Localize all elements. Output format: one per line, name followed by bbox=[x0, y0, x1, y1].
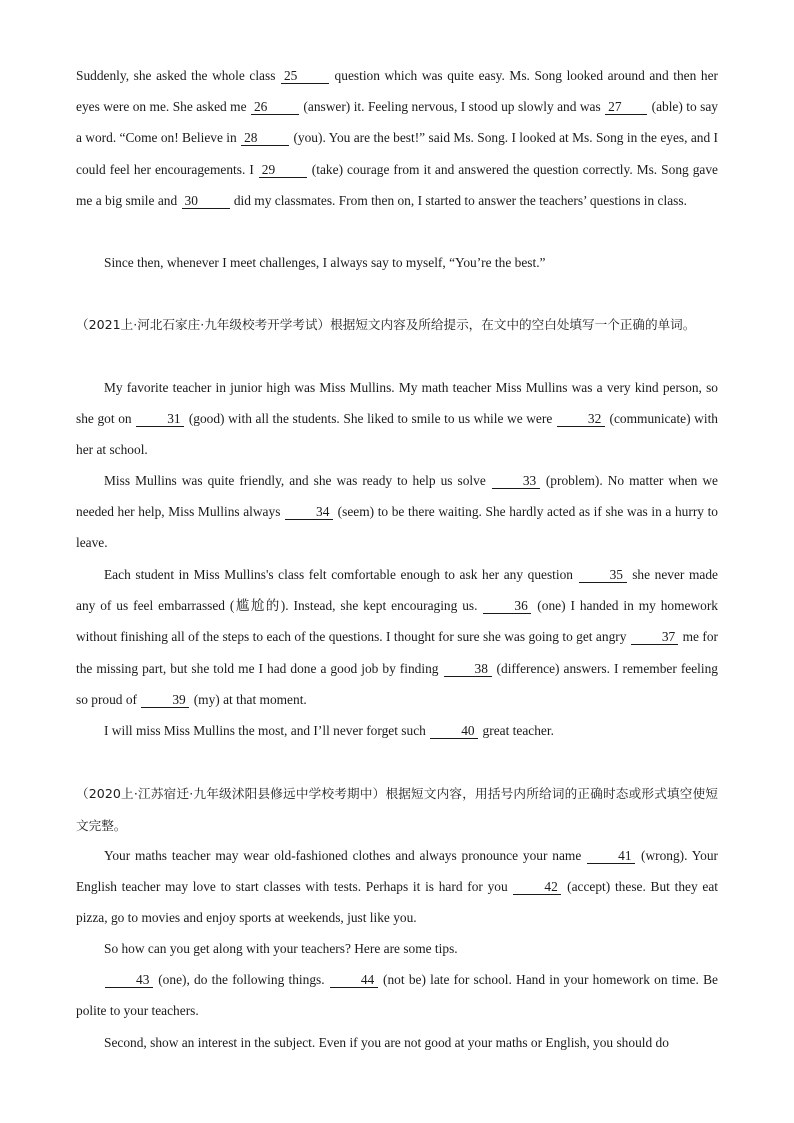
text: (answer) it. Feeling nervous, I stood up slowly and was bbox=[299, 99, 605, 115]
blank-40[interactable]: 40 bbox=[430, 724, 478, 739]
text: Miss Mullins was quite friendly, and she was ready to help us solve bbox=[104, 473, 491, 488]
text: (wrong). Your English teacher may love to start classes with tests. Perhaps it is hard for you bbox=[76, 848, 718, 895]
section2-paragraph-1 bbox=[76, 372, 718, 466]
text: (communicate) with her at school. bbox=[76, 411, 718, 458]
blank-39[interactable]: 39 bbox=[141, 693, 189, 708]
section3-paragraph-3 bbox=[76, 964, 718, 1026]
section2-paragraph-2 bbox=[76, 465, 718, 559]
passage1-paragraph-2: Since then, whenever I meet challenges, I always say to myself, “You’re the best.” bbox=[104, 255, 546, 270]
text: (my) at that moment. bbox=[190, 691, 307, 707]
blank-28[interactable]: 28 bbox=[241, 131, 289, 146]
section3-paragraph-4: Second, show an interest in the subject. Even if you are not good at your maths or English, you should do bbox=[104, 1035, 669, 1050]
text: great teacher. bbox=[479, 723, 554, 738]
text: (one), do the following things. bbox=[154, 972, 329, 987]
blank-37[interactable]: 37 bbox=[631, 630, 678, 645]
blank-26[interactable]: 26 bbox=[251, 100, 299, 115]
blank-29[interactable]: 29 bbox=[259, 163, 307, 178]
blank-30[interactable]: 30 bbox=[182, 194, 230, 209]
blank-33[interactable]: 33 bbox=[492, 474, 540, 489]
blank-44[interactable]: 44 bbox=[330, 973, 378, 988]
blank-41[interactable]: 41 bbox=[587, 849, 635, 864]
text: I will miss Miss Mullins the most, and I’ll never forget such bbox=[104, 723, 430, 738]
text: she never made any of us feel embarrassed (尴尬的). Instead, she kept encouraging us. bbox=[76, 567, 718, 614]
text: (you). You are the best!” said Ms. Song. I looked at Ms. Song in the eyes, and I could feel her encouragements. I bbox=[76, 130, 719, 177]
text: (one) I handed in my homework without finishing all of the steps to each of the questions. I thought for sure she was going to get angry bbox=[76, 598, 719, 645]
text: (good) with all the students. She liked to smile to us while we were bbox=[185, 411, 556, 427]
text: Each student in Miss Mullins's class felt comfortable enough to ask her any question bbox=[104, 567, 578, 582]
section2-instruction: （2021上·河北石家庄·九年级校考开学考试）根据短文内容及所给提示，在文中的空白处填写一个正确的单词。 bbox=[76, 317, 696, 332]
text: Your maths teacher may wear old-fashioned clothes and always pronounce your name bbox=[104, 848, 587, 863]
blank-32[interactable]: 32 bbox=[557, 412, 605, 427]
blank-25[interactable]: 25 bbox=[281, 69, 329, 84]
passage1-paragraph-1 bbox=[76, 60, 718, 216]
section2-paragraph-3 bbox=[76, 559, 718, 715]
blank-27[interactable]: 27 bbox=[605, 100, 647, 115]
blank-42[interactable]: 42 bbox=[513, 880, 561, 895]
text: (take) courage from it and answered the question correctly. Ms. Song gave me a big smile and bbox=[76, 161, 718, 208]
text: question which was quite easy. Ms. Song looked around and then her eyes were on me. She asked me bbox=[76, 68, 718, 115]
blank-38[interactable]: 38 bbox=[444, 662, 492, 677]
text: Suddenly, she asked the whole class bbox=[76, 68, 280, 83]
text: (accept) these. But they eat pizza, go to movies and enjoy sports at weekends, just like you. bbox=[76, 879, 719, 926]
text: (problem). No matter when we needed her help, Miss Mullins always bbox=[76, 473, 718, 520]
section3-instruction: （2020上·江苏宿迁·九年级沭阳县修远中学校考期中）根据短文内容，用括号内所给词的正确时态或形式填空使短文完整。 bbox=[76, 786, 718, 833]
section3-paragraph-1 bbox=[76, 840, 718, 934]
blank-35[interactable]: 35 bbox=[579, 568, 627, 583]
text: (not be) late for school. Hand in your homework on time. Be polite to your teachers. bbox=[76, 972, 718, 1019]
blank-36[interactable]: 36 bbox=[483, 599, 531, 614]
blank-34[interactable]: 34 bbox=[285, 505, 333, 520]
blank-43[interactable]: 43 bbox=[105, 973, 153, 988]
text: me for the missing part, but she told me I had done a good job by finding bbox=[76, 629, 718, 676]
blank-31[interactable]: 31 bbox=[136, 412, 184, 427]
text: My favorite teacher in junior high was Miss Mullins. My math teacher Miss Mullins was a very kind person, so she got on bbox=[76, 380, 718, 427]
text: (seem) to be there waiting. She hardly acted as if she was in a hurry to leave. bbox=[76, 504, 719, 551]
text: (difference) answers. I remember feeling so proud of bbox=[76, 660, 718, 707]
text: did my classmates. From then on, I started to answer the teachers’ questions in class. bbox=[230, 192, 687, 208]
text: (able) to say a word. “Come on! Believe in bbox=[76, 99, 718, 146]
section2-paragraph-4 bbox=[76, 715, 718, 746]
section3-paragraph-2: So how can you get along with your teachers? Here are some tips. bbox=[104, 941, 458, 956]
